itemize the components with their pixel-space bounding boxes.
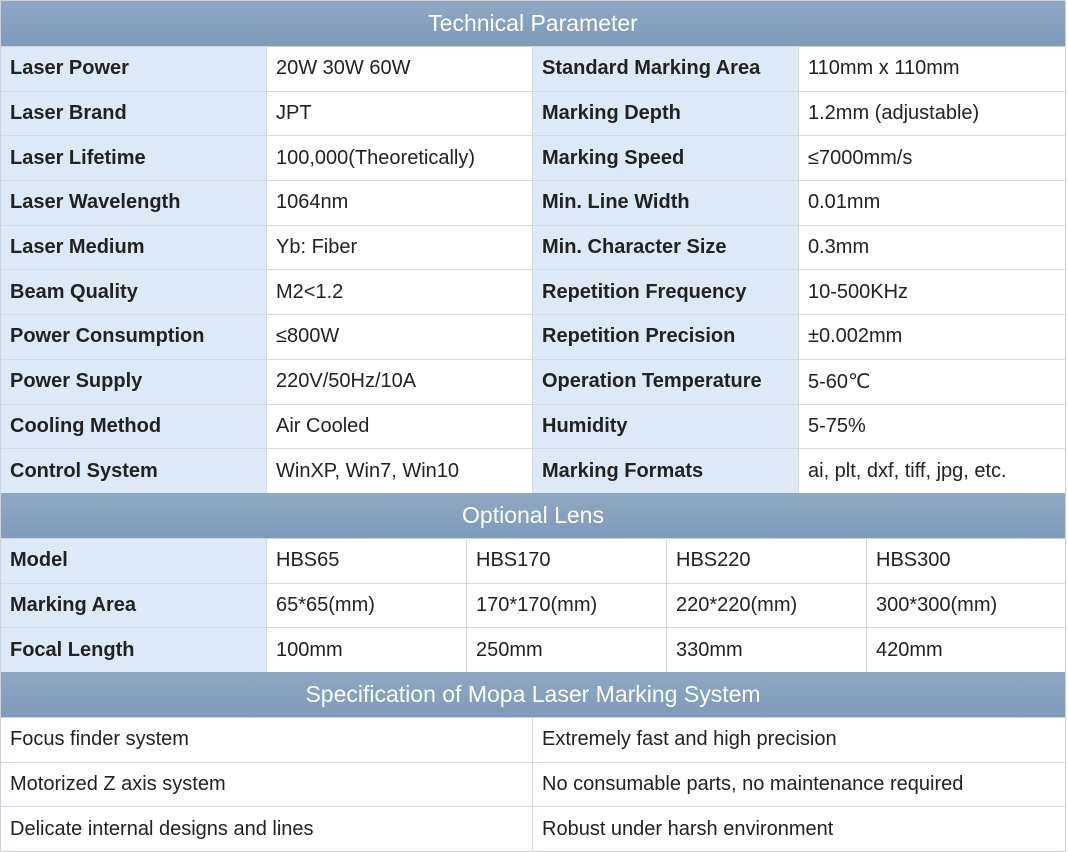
- optional-lens-header: Optional Lens: [1, 493, 1065, 539]
- param-value: WinXP, Win7, Win10: [267, 449, 533, 493]
- param-value: 0.3mm: [799, 226, 1065, 270]
- param-value: M2<1.2: [267, 270, 533, 314]
- param-label: Marking Depth: [533, 92, 799, 136]
- technical-parameter-header: Technical Parameter: [1, 1, 1065, 47]
- tech-row: [1, 136, 1065, 181]
- param-label: Repetition Frequency: [533, 270, 799, 314]
- lens-value: HBS220: [667, 539, 867, 583]
- tech-row: [1, 270, 1065, 315]
- spec-feature: Focus finder system: [1, 718, 533, 762]
- param-label: Power Consumption: [1, 315, 267, 359]
- param-value: 1.2mm (adjustable): [799, 92, 1065, 136]
- tech-row: [1, 226, 1065, 271]
- lens-value: 300*300(mm): [867, 584, 1065, 628]
- spec-row: [1, 763, 1065, 808]
- param-value: Yb: Fiber: [267, 226, 533, 270]
- param-value: 110mm x 110mm: [799, 47, 1065, 91]
- param-label: Beam Quality: [1, 270, 267, 314]
- lens-value: HBS300: [867, 539, 1065, 583]
- spec-row: [1, 807, 1065, 851]
- lens-value: HBS170: [467, 539, 667, 583]
- param-label: Operation Temperature: [533, 360, 799, 404]
- lens-label: Model: [1, 539, 267, 583]
- param-value: ≤7000mm/s: [799, 136, 1065, 180]
- lens-value: 65*65(mm): [267, 584, 467, 628]
- tech-row: [1, 449, 1065, 493]
- lens-value: 330mm: [667, 628, 867, 672]
- spec-feature: Robust under harsh environment: [533, 807, 1065, 851]
- tech-row: [1, 92, 1065, 137]
- tech-row: [1, 181, 1065, 226]
- spec-feature: Motorized Z axis system: [1, 763, 533, 807]
- param-label: Power Supply: [1, 360, 267, 404]
- param-value: ≤800W: [267, 315, 533, 359]
- spec-feature: No consumable parts, no maintenance required: [533, 763, 1065, 807]
- lens-value: 100mm: [267, 628, 467, 672]
- param-label: Laser Lifetime: [1, 136, 267, 180]
- param-value: 1064nm: [267, 181, 533, 225]
- spec-feature: Extremely fast and high precision: [533, 718, 1065, 762]
- tech-row: [1, 315, 1065, 360]
- param-value: 5-75%: [799, 405, 1065, 449]
- lens-row: [1, 628, 1065, 672]
- tech-row: [1, 360, 1065, 405]
- tech-row: [1, 405, 1065, 450]
- lens-label: Marking Area: [1, 584, 267, 628]
- lens-value: 170*170(mm): [467, 584, 667, 628]
- param-value: 100,000(Theoretically): [267, 136, 533, 180]
- specification-header: Specification of Mopa Laser Marking System: [1, 672, 1065, 718]
- param-value: 0.01mm: [799, 181, 1065, 225]
- param-label: Cooling Method: [1, 405, 267, 449]
- param-label: Laser Wavelength: [1, 181, 267, 225]
- spec-row: [1, 718, 1065, 763]
- param-value: 20W 30W 60W: [267, 47, 533, 91]
- lens-value: 250mm: [467, 628, 667, 672]
- param-value: Air Cooled: [267, 405, 533, 449]
- optional-lens-table: [1, 539, 1065, 672]
- param-value: 10-500KHz: [799, 270, 1065, 314]
- param-label: Laser Power: [1, 47, 267, 91]
- lens-row: [1, 539, 1065, 584]
- param-label: Standard Marking Area: [533, 47, 799, 91]
- param-label: Min. Character Size: [533, 226, 799, 270]
- tech-row: [1, 47, 1065, 92]
- specification-table: [1, 718, 1065, 851]
- param-value: JPT: [267, 92, 533, 136]
- lens-value: 420mm: [867, 628, 1065, 672]
- param-label: Laser Brand: [1, 92, 267, 136]
- param-value: 220V/50Hz/10A: [267, 360, 533, 404]
- param-value: ±0.002mm: [799, 315, 1065, 359]
- lens-value: HBS65: [267, 539, 467, 583]
- param-label: Marking Speed: [533, 136, 799, 180]
- param-value: 5-60℃: [799, 360, 1065, 404]
- param-label: Humidity: [533, 405, 799, 449]
- param-label: Min. Line Width: [533, 181, 799, 225]
- param-label: Control System: [1, 449, 267, 493]
- param-label: Laser Medium: [1, 226, 267, 270]
- lens-label: Focal Length: [1, 628, 267, 672]
- param-label: Repetition Precision: [533, 315, 799, 359]
- param-label: Marking Formats: [533, 449, 799, 493]
- param-value: ai, plt, dxf, tiff, jpg, etc.: [799, 449, 1065, 493]
- technical-parameter-table: [1, 47, 1065, 493]
- lens-value: 220*220(mm): [667, 584, 867, 628]
- lens-row: [1, 584, 1065, 629]
- spec-feature: Delicate internal designs and lines: [1, 807, 533, 851]
